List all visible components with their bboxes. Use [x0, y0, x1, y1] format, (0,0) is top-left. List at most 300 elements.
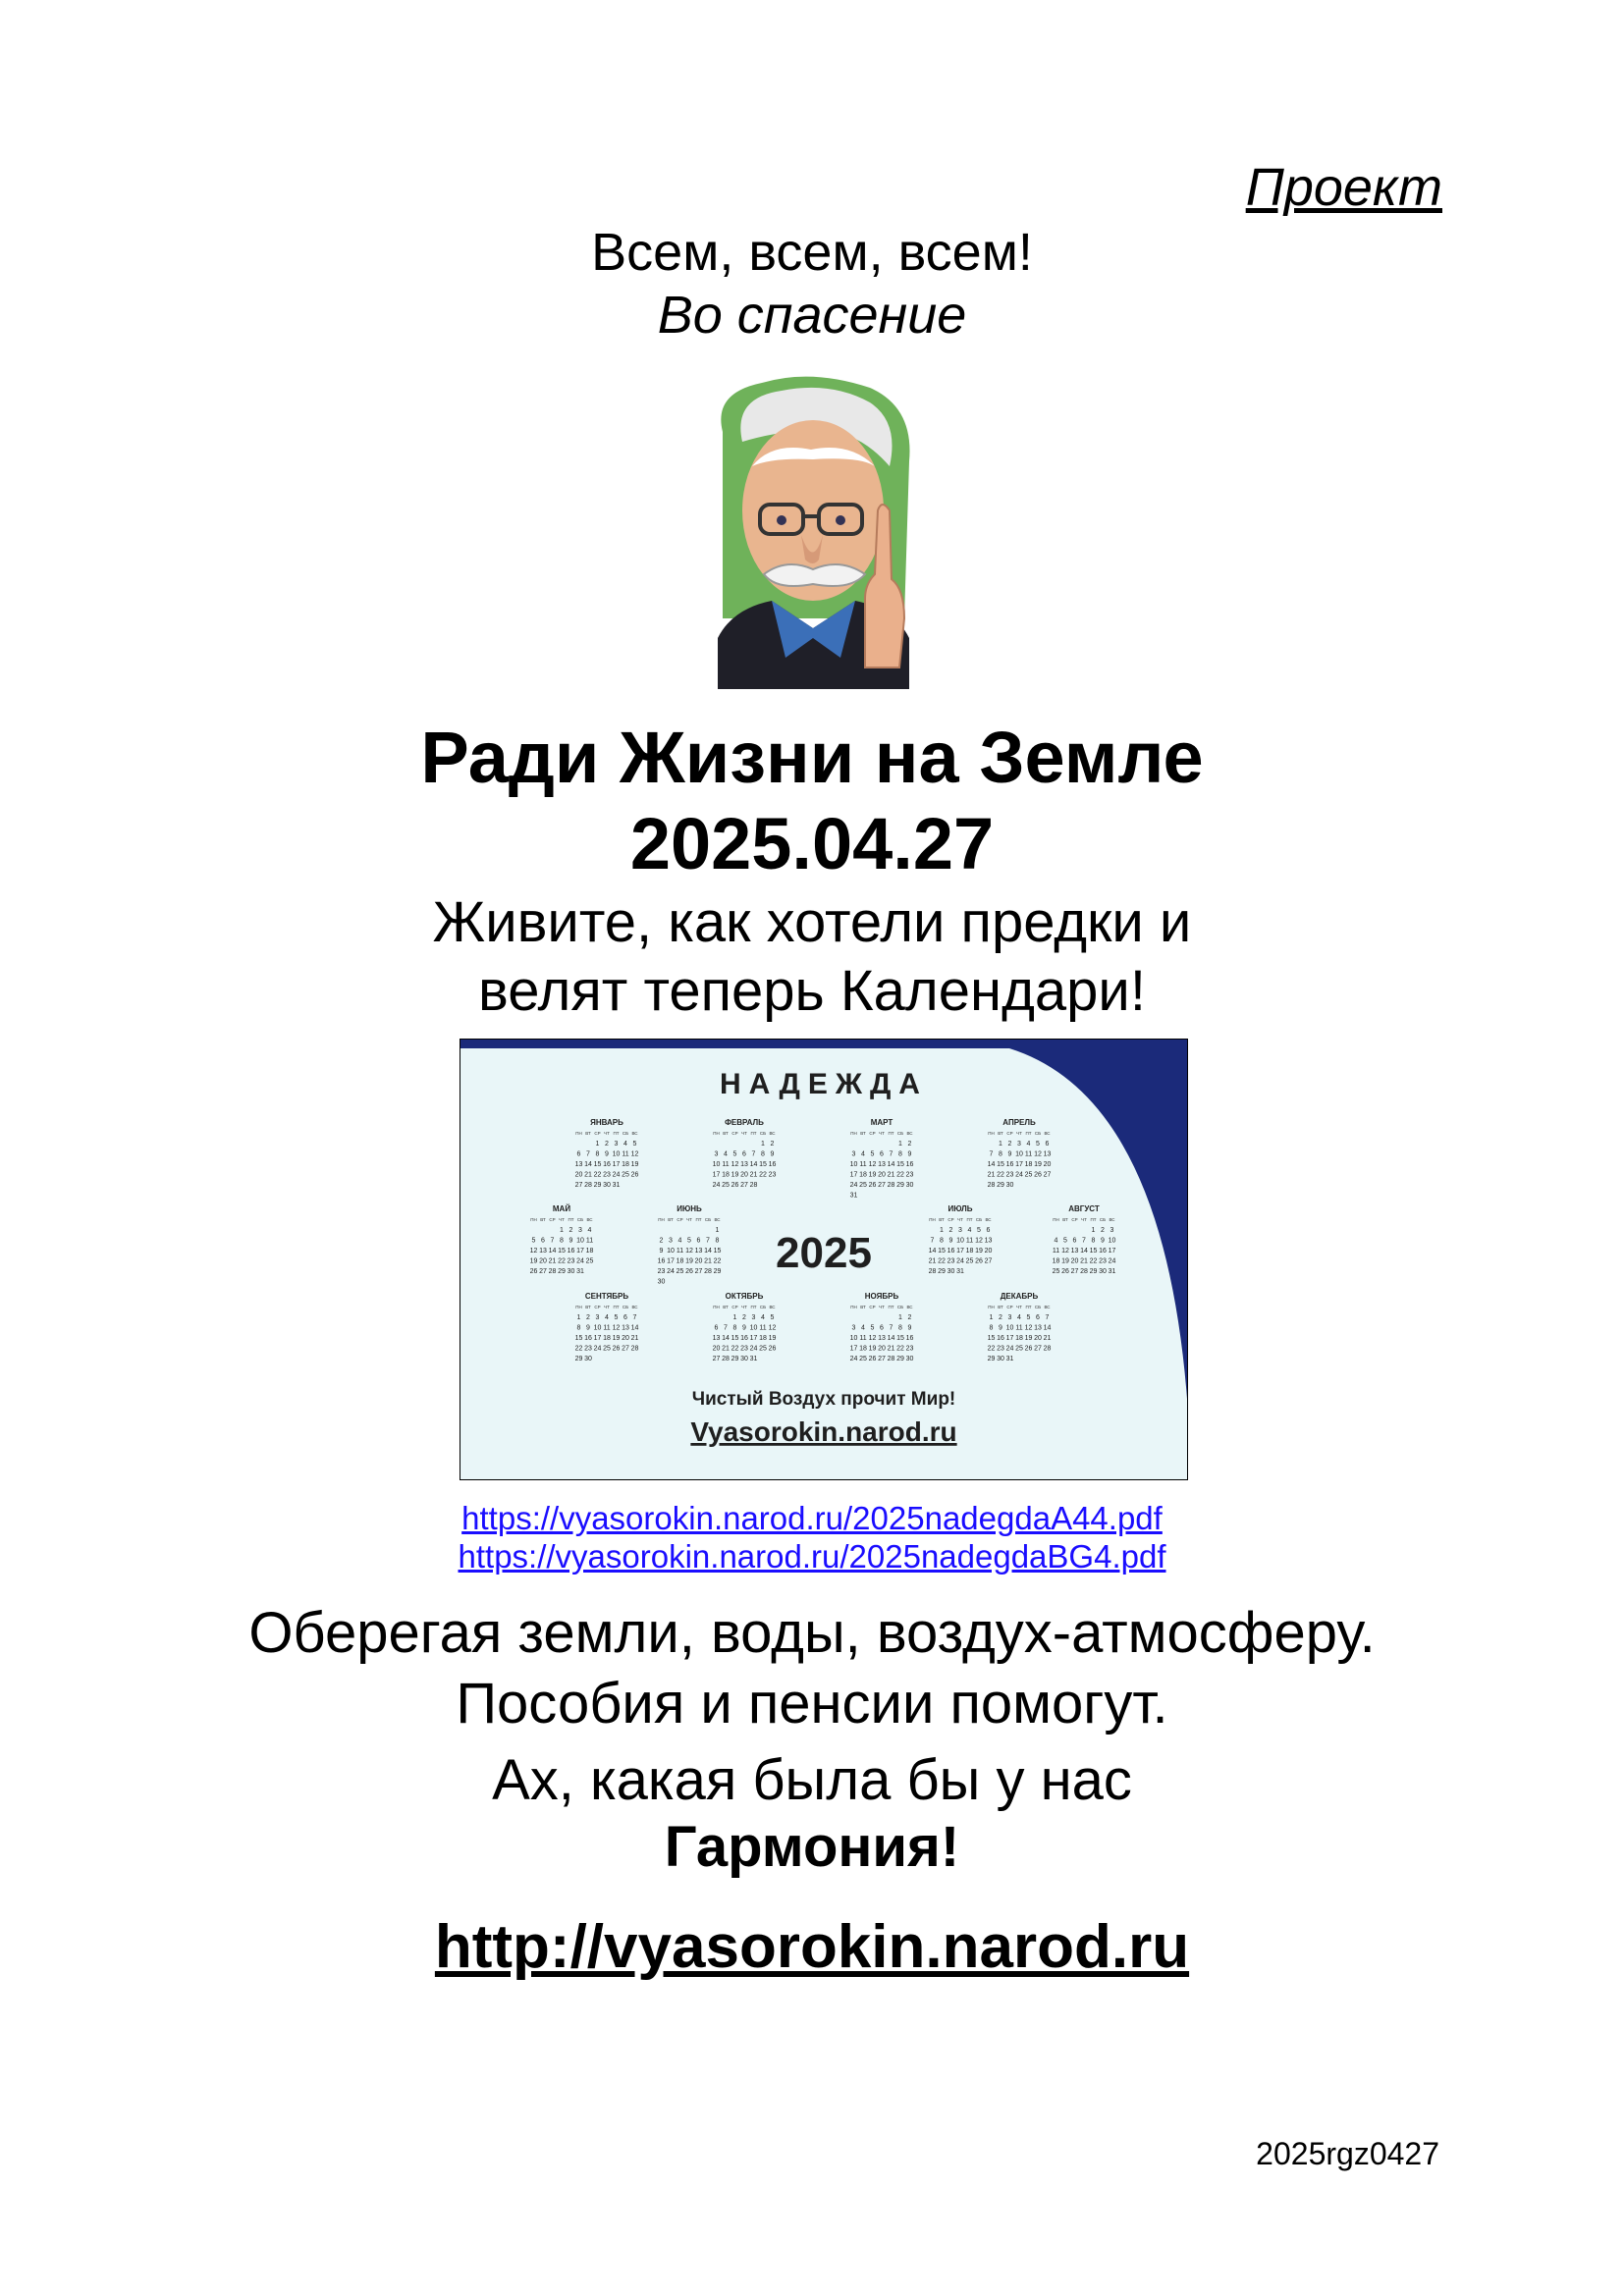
calendar-day: 12 [868, 1335, 877, 1342]
calendar-day: 7 [751, 1150, 756, 1158]
calendar-day: 26 [685, 1268, 693, 1275]
calendar-day: 19 [868, 1345, 877, 1353]
calendar-day: 12 [975, 1237, 983, 1245]
calendar-day: 29 [713, 1268, 722, 1275]
calendar-day: 29 [593, 1182, 602, 1189]
calendar-day: 6 [1045, 1141, 1050, 1148]
greeting: Всем, всем, всем! [591, 223, 1033, 282]
calendar-day: 24 [849, 1356, 858, 1362]
calendar-day: 14 [928, 1248, 937, 1255]
calendar-day: 6 [986, 1227, 991, 1234]
calendar-weekday: ВС [769, 1305, 776, 1309]
calendar-day: 16 [905, 1335, 914, 1342]
calendar-weekday: ПН [988, 1305, 995, 1309]
pdf-link-a44[interactable]: https://vyasorokin.narod.ru/2025nadegdaA44.pdf [461, 1500, 1163, 1536]
calendar-day: 15 [713, 1248, 722, 1255]
calendar-day: 27 [622, 1345, 629, 1353]
harmony-text [0, 1747, 1624, 1881]
calendar-day: 9 [999, 1324, 1002, 1332]
calendar-weekday: СБ [896, 1305, 904, 1309]
calendar-weekday: ВС [714, 1217, 721, 1222]
calendar-day: 13 [878, 1161, 886, 1168]
calendar-day: 5 [1063, 1237, 1067, 1245]
calendar-day: 18 [759, 1335, 767, 1342]
calendar-day: 27 [539, 1268, 547, 1275]
calendar-day: 12 [1061, 1248, 1069, 1255]
calendar-day: 16 [603, 1161, 611, 1168]
calendar-day: 1 [595, 1141, 600, 1148]
calendar-day: 10 [849, 1335, 858, 1342]
calendar-weekday: ВТ [585, 1131, 591, 1136]
calendar-day: 11 [585, 1237, 594, 1245]
calendar-day: 13 [694, 1248, 703, 1255]
calendar-day: 30 [584, 1356, 592, 1362]
calendar-day: 20 [984, 1248, 993, 1255]
calendar-weekday: ПН [850, 1131, 857, 1136]
calendar-day: 5 [1036, 1141, 1040, 1148]
calendar-day: 21 [722, 1345, 730, 1353]
calendar-day: 20 [740, 1171, 748, 1179]
calendar-day: 27 [1070, 1268, 1079, 1275]
calendar-weekday: ВС [586, 1217, 593, 1222]
calendar-day: 25 [676, 1268, 684, 1275]
calendar-day: 27 [574, 1182, 583, 1189]
calendar-day: 6 [696, 1237, 701, 1245]
calendar-day: 9 [1007, 1150, 1012, 1158]
calendar-weekday: СБ [1034, 1131, 1042, 1136]
calendar-day: 4 [587, 1227, 592, 1234]
calendar-day: 9 [907, 1324, 912, 1332]
calendar-day: 29 [987, 1356, 996, 1362]
calendar-weekday: СБ [622, 1131, 629, 1136]
calendar-weekday: СР [869, 1305, 876, 1309]
calendar-day: 10 [849, 1161, 858, 1168]
calendar-weekday: ПТ [888, 1131, 894, 1136]
calendar-day: 31 [1005, 1356, 1014, 1362]
subtitle-line-2: велят теперь Календари! [478, 959, 1146, 1023]
calendar-day: 29 [896, 1356, 904, 1362]
calendar-weekday: ПТ [1090, 1217, 1097, 1222]
calendar-day: 2 [659, 1237, 664, 1245]
calendar-day: 13 [878, 1335, 886, 1342]
calendar-day: 26 [1024, 1345, 1033, 1353]
document-code: 2025rgz0427 [1256, 2136, 1439, 2171]
calendar-weekday: ВС [1109, 1217, 1115, 1222]
calendar-slogan: Чистый Воздух прочит Мир! [691, 1389, 956, 1410]
calendar-day: 2 [907, 1141, 912, 1148]
calendar-day: 11 [859, 1335, 867, 1342]
calendar-weekday: СР [594, 1131, 601, 1136]
calendar-weekday: СР [869, 1131, 876, 1136]
calendar-month-title: МАРТ [870, 1118, 893, 1127]
calendar-day: 26 [868, 1182, 877, 1189]
calendar-day: 14 [584, 1161, 592, 1168]
calendar-day: 28 [1043, 1345, 1052, 1353]
calendar-day: 22 [896, 1345, 904, 1353]
calendar-day: 17 [576, 1248, 584, 1255]
calendar-day: 15 [558, 1248, 566, 1255]
calendar-day: 3 [595, 1314, 600, 1321]
calendar-day: 6 [541, 1237, 545, 1245]
calendar-day: 23 [1099, 1257, 1107, 1265]
calendar-day: 30 [567, 1268, 575, 1275]
calendar-day: 8 [560, 1237, 564, 1245]
calendar-day: 10 [712, 1161, 721, 1168]
calendar-weekday: ПН [850, 1305, 857, 1309]
calendar-day: 28 [584, 1182, 592, 1189]
calendar-day: 24 [749, 1345, 758, 1353]
calendar-day: 22 [896, 1171, 904, 1179]
calendar-day: 17 [749, 1335, 758, 1342]
calendar-day: 14 [887, 1335, 895, 1342]
calendar-day: 21 [584, 1171, 592, 1179]
calendar-day: 2 [568, 1227, 573, 1234]
calendar-card [460, 1039, 1188, 1480]
calendar-weekday: ЧТ [604, 1131, 610, 1136]
calendar-day: 10 [1015, 1150, 1023, 1158]
calendar-day: 19 [630, 1161, 639, 1168]
calendar-day: 4 [761, 1314, 765, 1321]
calendar-day: 23 [947, 1257, 955, 1265]
calendar-day: 9 [605, 1150, 609, 1158]
calendar-day: 8 [898, 1150, 902, 1158]
calendar-month-title: МАЙ [552, 1204, 571, 1213]
site-link[interactable]: http://vyasorokin.narod.ru [434, 1913, 1190, 1981]
calendar-day: 9 [586, 1324, 590, 1332]
calendar-day: 6 [1036, 1314, 1040, 1321]
calendar-weekday: ВТ [860, 1305, 866, 1309]
calendar-day: 7 [1045, 1314, 1050, 1321]
calendar-weekday: ЧТ [686, 1217, 692, 1222]
calendar-weekday: СР [1006, 1131, 1013, 1136]
calendar-day: 1 [898, 1314, 902, 1321]
calendar-day: 4 [677, 1237, 682, 1245]
calendar-day: 16 [768, 1161, 777, 1168]
calendar-weekday: ВТ [668, 1217, 674, 1222]
calendar-day: 16 [567, 1248, 575, 1255]
calendar-weekday: ЧТ [879, 1305, 885, 1309]
calendar-weekday: ВС [631, 1131, 638, 1136]
calendar-day: 13 [712, 1335, 721, 1342]
calendar-day: 28 [987, 1182, 996, 1189]
calendar-day: 26 [1034, 1171, 1042, 1179]
calendar-day: 12 [685, 1248, 693, 1255]
calendar-day: 4 [861, 1324, 865, 1332]
calendar-day: 28 [704, 1268, 712, 1275]
calendar-day: 15 [1089, 1248, 1098, 1255]
calendar-day: 15 [574, 1335, 583, 1342]
calendar-day: 4 [1017, 1314, 1021, 1321]
calendar-day: 24 [849, 1182, 858, 1189]
calendar-day: 14 [1043, 1324, 1052, 1332]
calendar-day: 18 [1052, 1257, 1060, 1265]
calendar-month-title: НОЯБРЬ [864, 1292, 899, 1301]
calendar-weekday: ВС [906, 1305, 913, 1309]
calendar-month-title: ФЕВРАЛЬ [725, 1118, 764, 1127]
calendar-day: 2 [999, 1314, 1002, 1321]
calendar-day: 15 [731, 1335, 739, 1342]
calendar-day: 31 [1108, 1268, 1116, 1275]
calendar-weekday: ВС [1044, 1131, 1051, 1136]
calendar-day: 6 [1072, 1237, 1077, 1245]
calendar-weekday: ПН [575, 1305, 582, 1309]
calendar-day: 6 [714, 1324, 719, 1332]
calendar-day: 19 [685, 1257, 693, 1265]
calendar-day: 27 [712, 1356, 721, 1362]
calendar-weekday: ПТ [1025, 1131, 1032, 1136]
calendar-weekday: СБ [1034, 1305, 1042, 1309]
calendar-month-title: АВГУСТ [1068, 1204, 1100, 1213]
calendar-day: 27 [984, 1257, 993, 1265]
calendar-day: 30 [997, 1356, 1004, 1362]
calendar-day: 16 [997, 1335, 1004, 1342]
calendar-day: 11 [603, 1324, 611, 1332]
calendar-day: 3 [669, 1237, 673, 1245]
calendar-day: 29 [731, 1356, 739, 1362]
calendar-day: 25 [1015, 1345, 1023, 1353]
calendar-weekday: СБ [975, 1217, 983, 1222]
calendar-weekday: ВТ [998, 1305, 1003, 1309]
calendar-day: 2 [948, 1227, 953, 1234]
calendar-day: 15 [759, 1161, 767, 1168]
calendar-day: 16 [947, 1248, 955, 1255]
calendar-weekday: СР [677, 1217, 683, 1222]
calendar-weekday: ПТ [613, 1131, 620, 1136]
calendar-day: 12 [612, 1324, 621, 1332]
calendar-day: 19 [768, 1335, 777, 1342]
calendar-weekday: ПТ [1025, 1305, 1032, 1309]
calendar-weekday: СР [731, 1305, 738, 1309]
calendar-day: 3 [614, 1141, 619, 1148]
calendar-weekday: ПН [929, 1217, 936, 1222]
calendar-day: 8 [595, 1150, 600, 1158]
calendar-day: 25 [859, 1356, 867, 1362]
calendar-day: 29 [997, 1182, 1004, 1189]
calendar-day: 10 [1005, 1324, 1014, 1332]
calendar-day: 20 [694, 1257, 703, 1265]
calendar-day: 2 [1101, 1227, 1105, 1234]
calendar-day: 27 [878, 1182, 886, 1189]
caricature-portrait [703, 373, 923, 689]
subtitle-line-1: Живите, как хотели предки и [432, 890, 1192, 954]
calendar-day: 20 [1034, 1335, 1042, 1342]
salvation-label: Во спасение [657, 286, 967, 345]
calendar-weekday: ПН [1053, 1217, 1059, 1222]
calendar-weekday: ЧТ [741, 1131, 747, 1136]
calendar-day: 24 [593, 1345, 602, 1353]
calendar-day: 30 [905, 1356, 914, 1362]
calendar-day: 30 [947, 1268, 955, 1275]
calendar-day: 7 [930, 1237, 935, 1245]
calendar-weekday: СБ [1099, 1217, 1107, 1222]
calendar-weekday: ПТ [568, 1217, 574, 1222]
calendar-weekday: ЧТ [741, 1305, 747, 1309]
calendar-day: 11 [1024, 1150, 1033, 1158]
calendar-weekday: СР [549, 1217, 556, 1222]
calendar-day: 7 [724, 1324, 728, 1332]
calendar-weekday: ПН [988, 1131, 995, 1136]
calendar-day: 10 [956, 1237, 964, 1245]
calendar-weekday: СР [731, 1131, 738, 1136]
calendar-day: 10 [576, 1237, 584, 1245]
calendar-day: 22 [938, 1257, 946, 1265]
calendar-day: 3 [714, 1150, 719, 1158]
harmony-line: Ах, какая была бы у нас [492, 1748, 1132, 1812]
calendar-day: 28 [887, 1182, 895, 1189]
calendar-day: 21 [749, 1171, 758, 1179]
calendar-day: 28 [548, 1268, 557, 1275]
calendar-weekday: СБ [622, 1305, 629, 1309]
calendar-day: 16 [740, 1335, 748, 1342]
calendar-day: 4 [724, 1150, 728, 1158]
calendar-day: 8 [999, 1150, 1002, 1158]
calendar-day: 12 [868, 1161, 877, 1168]
calendar-day: 9 [742, 1324, 746, 1332]
calendar-day: 22 [1089, 1257, 1098, 1265]
calendar-day: 13 [1034, 1324, 1042, 1332]
calendar-day: 11 [859, 1161, 867, 1168]
calendar-weekday: СР [947, 1217, 954, 1222]
calendar-weekday: СБ [896, 1131, 904, 1136]
calendar-day: 13 [1070, 1248, 1079, 1255]
calendar-day: 15 [896, 1161, 904, 1168]
calendar-day: 12 [1024, 1324, 1033, 1332]
calendar-day: 20 [574, 1171, 583, 1179]
calendar-day: 25 [1052, 1268, 1060, 1275]
calendar-weekday: ВС [906, 1131, 913, 1136]
calendar-day: 18 [1015, 1335, 1023, 1342]
calendar-day: 7 [706, 1237, 710, 1245]
calendar-day: 11 [622, 1150, 629, 1158]
calendar-day: 23 [740, 1345, 748, 1353]
calendar-day: 5 [732, 1150, 737, 1158]
calendar-day: 6 [742, 1150, 746, 1158]
calendar-weekday: ПН [575, 1131, 582, 1136]
calendar-day: 3 [751, 1314, 756, 1321]
calendar-day: 2 [770, 1141, 775, 1148]
calendar-day: 24 [576, 1257, 584, 1265]
calendar-day: 29 [574, 1356, 583, 1362]
calendar-day: 16 [1099, 1248, 1107, 1255]
calendar-day: 7 [586, 1150, 590, 1158]
calendar-day: 27 [740, 1182, 748, 1189]
calendar-day: 14 [1080, 1248, 1088, 1255]
calendar-day: 1 [761, 1141, 765, 1148]
calendar-day: 2 [907, 1314, 912, 1321]
calendar-day: 10 [612, 1150, 621, 1158]
calendar-day: 19 [975, 1248, 983, 1255]
calendar-day: 25 [759, 1345, 767, 1353]
calendar-weekday: ПН [530, 1217, 537, 1222]
calendar-day: 20 [622, 1335, 629, 1342]
calendar-heading: НАДЕЖДА [720, 1068, 928, 1100]
calendar-day: 10 [749, 1324, 758, 1332]
subtitle [0, 888, 1624, 1026]
calendar-day: 6 [880, 1150, 884, 1158]
calendar-day: 9 [770, 1150, 775, 1158]
calendar-day: 4 [1026, 1141, 1031, 1148]
calendar-day: 14 [630, 1324, 639, 1332]
draft-label: Проект [1245, 158, 1442, 217]
calendar-day: 28 [722, 1356, 730, 1362]
calendar-day: 19 [1061, 1257, 1069, 1265]
calendar-day: 3 [578, 1227, 582, 1234]
calendar-day: 5 [770, 1314, 775, 1321]
calendar-day: 30 [1005, 1182, 1014, 1189]
calendar-day: 22 [997, 1171, 1004, 1179]
calendar-day: 5 [870, 1324, 875, 1332]
calendar-day: 13 [984, 1237, 993, 1245]
calendar-day: 5 [531, 1237, 536, 1245]
calendar-day: 27 [694, 1268, 703, 1275]
calendar-day: 11 [722, 1161, 730, 1168]
calendar-day: 23 [567, 1257, 575, 1265]
calendar-day: 22 [731, 1345, 739, 1353]
calendar-weekday: СР [1006, 1305, 1013, 1309]
calendar-weekday: ЧТ [879, 1131, 885, 1136]
calendar-day: 13 [1043, 1150, 1052, 1158]
main-title [0, 715, 1624, 887]
calendar-day: 31 [576, 1268, 584, 1275]
calendar-day: 26 [630, 1171, 639, 1179]
calendar-day: 19 [868, 1171, 877, 1179]
calendar-weekday: ПН [713, 1131, 720, 1136]
calendar-day: 30 [905, 1182, 914, 1189]
calendar-day: 1 [732, 1314, 737, 1321]
calendar-day: 22 [574, 1345, 583, 1353]
calendar-day: 10 [1108, 1237, 1116, 1245]
calendar-day: 25 [859, 1182, 867, 1189]
calendar-day: 11 [965, 1237, 974, 1245]
calendar-day: 18 [676, 1257, 684, 1265]
calendar-day: 21 [548, 1257, 557, 1265]
calendar-day: 25 [1024, 1171, 1033, 1179]
calendar-weekday: ВТ [1062, 1217, 1068, 1222]
calendar-day: 25 [722, 1182, 730, 1189]
calendar-day: 17 [1005, 1335, 1014, 1342]
calendar-year: 2025 [776, 1229, 872, 1277]
calendar-weekday: ВС [769, 1131, 776, 1136]
calendar-day: 2 [1007, 1141, 1012, 1148]
calendar-day: 24 [1015, 1171, 1023, 1179]
protect-text [0, 1598, 1624, 1739]
protect-line-2: Пособия и пенсии помогут. [456, 1672, 1168, 1735]
calendar-day: 19 [1034, 1161, 1042, 1168]
calendar-day: 3 [851, 1150, 856, 1158]
calendar-day: 22 [558, 1257, 566, 1265]
protect-line-1: Оберегая земли, воды, воздух-атмосферу. [248, 1601, 1376, 1665]
calendar-day: 8 [761, 1150, 765, 1158]
calendar-day: 23 [1005, 1171, 1014, 1179]
calendar-day: 3 [1007, 1314, 1012, 1321]
calendar-day: 18 [622, 1161, 629, 1168]
calendar-day: 24 [712, 1182, 721, 1189]
calendar-day: 15 [896, 1335, 904, 1342]
calendar-day: 17 [593, 1335, 602, 1342]
calendar-weekday: ПН [658, 1217, 665, 1222]
calendar-day: 6 [623, 1314, 627, 1321]
calendar-weekday: ПТ [888, 1305, 894, 1309]
pdf-link-bg4[interactable]: https://vyasorokin.narod.ru/2025nadegdaBG4.pdf [458, 1538, 1166, 1575]
calendar-day: 6 [576, 1150, 581, 1158]
calendar-day: 22 [987, 1345, 996, 1353]
calendar-day: 30 [603, 1182, 611, 1189]
calendar-day: 4 [623, 1141, 627, 1148]
calendar-day: 5 [632, 1141, 637, 1148]
calendar-day: 21 [928, 1257, 937, 1265]
calendar-day: 18 [585, 1248, 594, 1255]
calendar-weekday: ПН [713, 1305, 720, 1309]
